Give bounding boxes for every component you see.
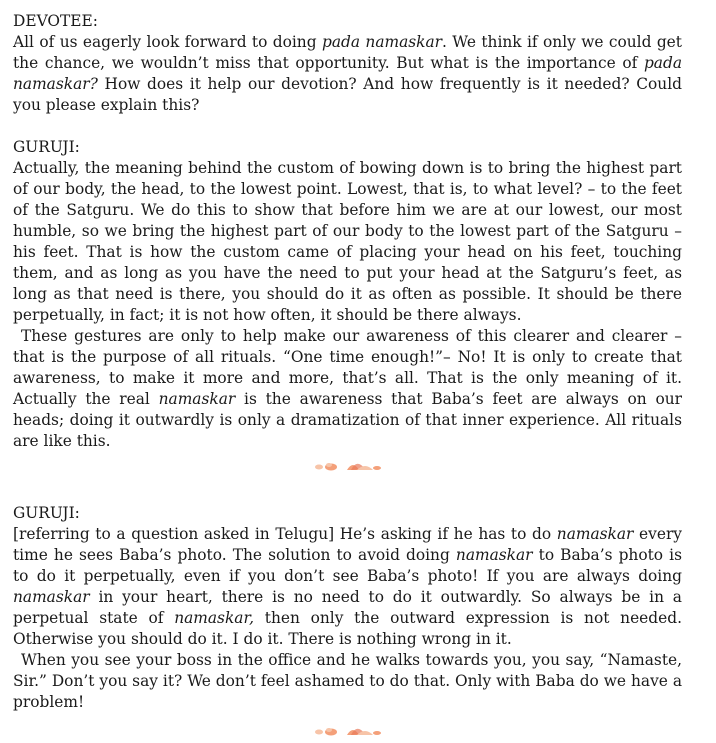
italic-term: pada namaskar	[321, 33, 443, 51]
text-run: in your heart, there is no need to do it outwardly. So always be in a perpetual state of	[13, 588, 682, 627]
text-run: Actually, the meaning behind the custom of bowing down is to bring the highest part of our body, the head, to the lowest point. Lowest, that is, to what level? – to the feet of the Satguru. We do this to show that before him we are at our lowest, our most humble, so we bring the highest part of our body to the lowest part of the Satguru – his feet. That is how the custom came of placing your head on his feet, touching them, and as long as you have the need to put your head at the Satguru’s feet, as long as that need is there, you should do it as often as possible. It should be there perpetually, in fact; it is not how often, it should be there always.	[13, 159, 682, 324]
italic-term: namaskar,	[174, 609, 255, 627]
text-run: All of us eagerly look forward to doing	[13, 33, 322, 51]
text-run: is the awareness that Baba’s feet are always on our heads; doing it outwardly is only a dramatization of that inner experience. All rituals are like this.	[13, 390, 682, 450]
text-run: . We think if only we could get the chance, we wouldn’t miss that opportunity. But what is the importance of	[13, 33, 682, 72]
text-run: every time he sees Baba’s photo. The solution to avoid doing	[13, 525, 683, 564]
guruji-answer-paragraph-2	[13, 326, 682, 452]
speaker-label-guruji: GURUJI:	[13, 504, 80, 522]
italic-term: pada namaskar?	[13, 54, 682, 93]
spacer	[13, 116, 682, 137]
lotus-ornament-icon	[13, 721, 682, 741]
italic-term: namaskar	[158, 390, 236, 408]
lotus-ornament-icon	[13, 456, 682, 476]
text-run: [referring to a question asked in Telugu] He’s asking if he has to do	[13, 525, 557, 543]
document-page	[13, 11, 682, 743]
spacer	[13, 478, 682, 503]
text-run: to Baba’s photo is to do it perpetually, even if you don’t see Baba’s photo! If you are always doing	[13, 546, 682, 585]
italic-term: namaskar	[455, 546, 533, 564]
text-run: When you see your boss in the office and he walks towards you, you say, “Namaste, Sir.” Don’t you say it? We don’t feel ashamed to do that. Only with Baba do we have a problem!	[13, 651, 682, 711]
guruji-answer-paragraph-3	[13, 524, 682, 650]
text-run: How does it help our devotion? And how frequently is it needed? Could you please explain this?	[13, 75, 682, 114]
italic-term: namaskar	[556, 525, 634, 543]
guruji-answer-paragraph-1	[13, 158, 682, 326]
devotee-question	[13, 32, 682, 116]
italic-term: namaskar	[13, 588, 90, 606]
speaker-label-devotee: DEVOTEE:	[13, 12, 98, 30]
speaker-label-guruji: GURUJI:	[13, 138, 80, 156]
text-run: These gestures are only to help make our awareness of this clearer and clearer – that is the purpose of all rituals. “One time enough!”– No! It is only to create that awareness, to make it more and more, that’s all. That is the only meaning of it. Actually the real	[13, 327, 682, 408]
guruji-answer-paragraph-4	[13, 650, 682, 713]
text-run: then only the outward expression is not needed. Otherwise you should do it. I do it. There is nothing wrong in it.	[13, 609, 682, 648]
